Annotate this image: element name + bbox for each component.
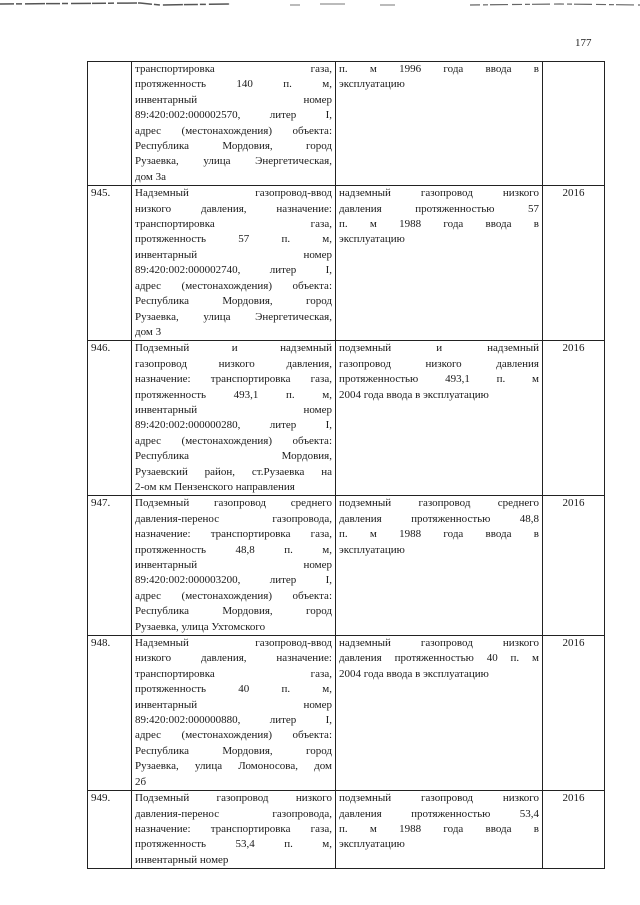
cell-text-line: 2004 года ввода в эксплуатацию	[339, 388, 489, 401]
row-number-cell: 949.	[88, 791, 132, 869]
cell-text-line: п. м 1988 года ввода в	[339, 218, 539, 231]
cell-text-line: инвентарный номер	[135, 698, 332, 711]
cell-text-line: Республика Мордовия, город	[135, 605, 332, 618]
object-characteristics-cell	[336, 341, 543, 496]
cell-text-line: инвентарный номер	[135, 403, 332, 416]
row-number-cell: 948.	[88, 636, 132, 791]
cell-text-line: давления протяженностью 40 п. м	[339, 652, 539, 665]
cell-text-line: инвентарный номер	[135, 93, 332, 106]
cell-text-line: давления протяженностью 53,4	[339, 807, 539, 820]
cell-text-line: адрес (местонахождения) объекта:	[135, 729, 332, 742]
table-row	[88, 636, 605, 791]
cell-text-line: эксплуатацию	[339, 543, 405, 556]
cell-text-line: 2б	[135, 775, 147, 788]
row-number-cell: 945.	[88, 186, 132, 341]
cell-text-line: Рузаевка, улица Ломоносова, дом	[135, 760, 332, 773]
cell-text-line: Рузаевка, улица Энергетическая,	[135, 310, 332, 323]
year-cell: 2016	[543, 791, 605, 869]
cell-text-line: назначение: транспортировка газа,	[135, 822, 332, 835]
registry-table-body	[88, 62, 605, 869]
row-number-cell	[88, 62, 132, 186]
year-cell: 2016	[543, 186, 605, 341]
cell-text-line: п. м 1988 года ввода в	[339, 528, 539, 541]
cell-text-line: Подземный газопровод низкого	[135, 792, 332, 805]
cell-text-line: давления протяженностью 48,8	[339, 512, 539, 525]
cell-text-line: протяженность 140 п. м,	[135, 78, 332, 91]
cell-text-line: Республика Мордовия, город	[135, 140, 332, 153]
cell-text-line: протяженность 48,8 п. м,	[135, 543, 332, 556]
cell-text-line: инвентарный номер	[135, 248, 332, 261]
scan-edge-artifacts	[0, 0, 640, 14]
cell-text-line: низкого давления, назначение:	[135, 652, 332, 665]
object-characteristics-cell	[336, 791, 543, 869]
cell-text-line: давления протяженностью 57	[339, 202, 539, 215]
cell-text-line: протяженность 40 п. м,	[135, 683, 332, 696]
object-characteristics-cell	[336, 186, 543, 341]
cell-text-line: 2004 года ввода в эксплуатацию	[339, 667, 489, 680]
cell-text-line: Надземный газопровод-ввод	[135, 187, 332, 200]
cell-text-line: надземный газопровод низкого	[339, 187, 539, 200]
row-number-cell: 947.	[88, 496, 132, 636]
object-description-cell	[132, 791, 336, 869]
cell-text-line: транспортировка газа,	[135, 63, 332, 75]
table-row	[88, 341, 605, 496]
cell-text-line: надземный газопровод низкого	[339, 637, 539, 650]
cell-text-line: протяженность 53,4 п. м,	[135, 838, 332, 851]
cell-text-line: Республика Мордовия, город	[135, 295, 332, 308]
cell-text-line: дом 3	[135, 325, 162, 338]
object-characteristics-cell	[336, 636, 543, 791]
year-cell: 2016	[543, 496, 605, 636]
cell-text-line: инвентарный номер	[135, 559, 332, 571]
object-characteristics-cell	[336, 62, 543, 186]
cell-text-line: протяженностью 493,1 п. м	[339, 373, 539, 386]
cell-text-line: 89:420:002:000000280, литер I,	[135, 419, 332, 432]
cell-text-line: Надземный газопровод-ввод	[135, 637, 332, 650]
cell-text-line: назначение: транспортировка газа,	[135, 373, 332, 386]
object-description-cell	[132, 341, 336, 496]
cell-text-line: адрес (местонахождения) объекта:	[135, 279, 332, 292]
cell-text-line: дом 3а	[135, 170, 166, 183]
table-row	[88, 496, 605, 636]
cell-text-line: эксплуатацию	[339, 233, 405, 246]
cell-text-line: Рузаевка, улица Энергетическая,	[135, 155, 332, 168]
cell-text-line: адрес (местонахождения) объекта:	[135, 434, 332, 447]
cell-text-line: протяженность 493,1 п. м,	[135, 388, 332, 401]
page-number: 177	[575, 37, 592, 49]
table-row	[88, 791, 605, 869]
cell-text-line: эксплуатацию	[339, 78, 405, 91]
object-characteristics-cell	[336, 496, 543, 636]
cell-text-line: давления-перенос газопровода,	[135, 807, 332, 820]
object-description-cell	[132, 186, 336, 341]
cell-text-line: Рузаевский район, ст.Рузаевка на	[135, 465, 332, 478]
cell-text-line: низкого давления, назначение:	[135, 202, 332, 215]
cell-text-line: газопровод низкого давления	[339, 357, 539, 370]
cell-text-line: адрес (местонахождения) объекта:	[135, 124, 332, 137]
cell-text-line: 89:420:002:000002570, литер I,	[135, 109, 332, 122]
row-number-cell: 946.	[88, 341, 132, 496]
object-description-cell	[132, 496, 336, 636]
cell-text-line: Республика Мордовия,	[135, 450, 332, 463]
object-description-cell	[132, 62, 336, 186]
table-row	[88, 186, 605, 341]
cell-text-line: 2-ом км Пензенского направления	[135, 480, 295, 493]
cell-text-line: подземный и надземный	[339, 342, 539, 355]
object-description-cell	[132, 636, 336, 791]
cell-text-line: Подземный газопровод среднего	[135, 497, 332, 510]
cell-text-line: Рузаевка, улица Ухтомского	[135, 620, 266, 633]
year-cell	[543, 62, 605, 186]
cell-text-line: п. м 1996 года ввода в	[339, 63, 539, 75]
cell-text-line: газопровод низкого давления,	[135, 357, 332, 370]
cell-text-line: транспортировка газа,	[135, 667, 332, 680]
cell-text-line: Республика Мордовия, город	[135, 744, 332, 757]
cell-text-line: 89:420:002:000003200, литер I,	[135, 574, 332, 587]
cell-text-line: Подземный и надземный	[135, 342, 332, 355]
cell-text-line: 89:420:002:000002740, литер I,	[135, 264, 332, 277]
cell-text-line: инвентарный номер	[135, 853, 229, 866]
table-row	[88, 62, 605, 186]
cell-text-line: подземный газопровод низкого	[339, 792, 539, 805]
year-cell: 2016	[543, 636, 605, 791]
cell-text-line: 89:420:002:000000880, литер I,	[135, 714, 332, 727]
cell-text-line: протяженность 57 п. м,	[135, 233, 332, 246]
cell-text-line: транспортировка газа,	[135, 218, 332, 231]
cell-text-line: эксплуатацию	[339, 838, 405, 851]
year-cell: 2016	[543, 341, 605, 496]
registry-table	[87, 61, 605, 869]
cell-text-line: давления-перенос газопровода,	[135, 512, 332, 525]
cell-text-line: адрес (местонахождения) объекта:	[135, 589, 332, 602]
cell-text-line: подземный газопровод среднего	[339, 497, 539, 510]
cell-text-line: п. м 1988 года ввода в	[339, 822, 539, 835]
cell-text-line: назначение: транспортировка газа,	[135, 528, 332, 541]
